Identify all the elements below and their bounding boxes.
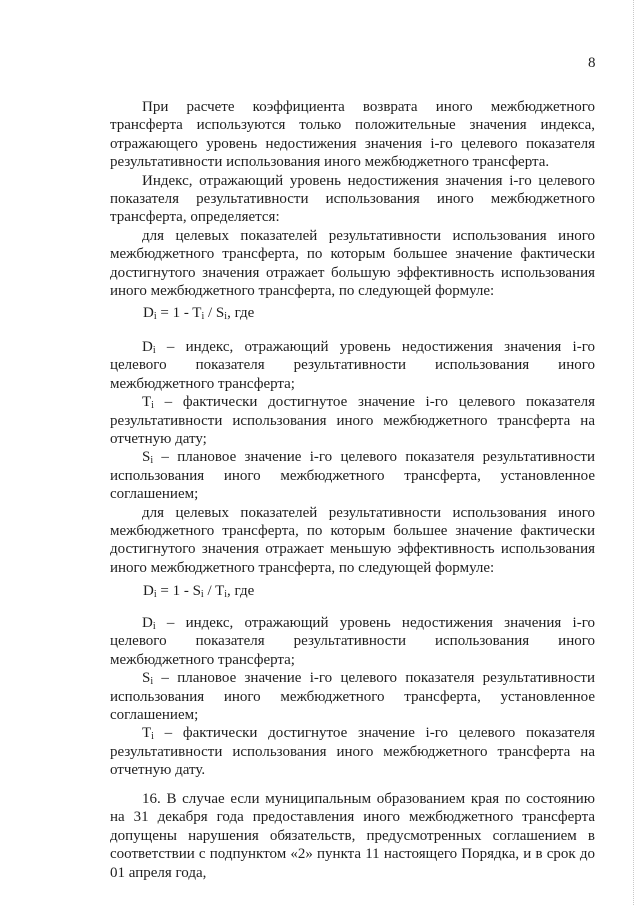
- definition-s-1: $S_i$ – плановое значение i-го целевого показателя результативности использования иного межбюджетного трансферта, установленное соглашением;: [110, 449, 596, 503]
- definitions-section-1: [110, 338, 595, 577]
- formula-2-tail: , где: [227, 583, 255, 599]
- formula-2-lhs: D: [143, 583, 154, 599]
- paragraph-clause-16: 16. В случае если муниципальным образованием края по состоянию на 31 декабря года предоставления иного межбюджетного трансферта допущены нарушения обязательств, предусмотренных соглашением в соответствии с подпунктом «2» пункта 11 настоящего Порядка, и в срок до 01 апреля года,: [110, 791, 595, 881]
- intro-section: [110, 98, 595, 300]
- definition-d-2: $D_i$ – индекс, отражающий уровень недостижения значения i-го целевого показателя результативности использования иного межбюджетного трансферта;: [110, 615, 595, 668]
- page-number: 8: [588, 55, 596, 71]
- definitions-section-2: [110, 614, 595, 780]
- formula-2-div: / T: [203, 583, 225, 599]
- definition-s-2: $S_i$ – плановое значение i-го целевого показателя результативности использования иного межбюджетного трансферта, установленное соглашением;: [110, 670, 596, 724]
- paragraph-coefficient: При расчете коэффициента возврата иного межбюджетного трансферта используются только положительные значения индекса, отражающего уровень недостижения значения i-го целевого показателя результативности использования иного межбюджетного трансферта.: [110, 99, 595, 171]
- definition-t-2: $T_i$ – фактически достигнутое значение i-го целевого показателя результативности использования иного межбюджетного трансферта на отчетную дату.: [110, 725, 596, 779]
- formula-1: $D_i = 1 - T_i / S_i$, где: [143, 305, 255, 322]
- definition-d-1: $D_i$ – индекс, отражающий уровень недостижения значения i-го целевого показателя результативности использования иного межбюджетного трансферта;: [110, 339, 595, 392]
- formula-1-tail: , где: [227, 305, 255, 321]
- formula-1-div: / S: [204, 305, 225, 321]
- formula-1-eq: = 1 - T: [156, 305, 202, 321]
- formula-2: $D_i = 1 - S_i / T_i$, где: [143, 583, 255, 600]
- formula-1-lhs: D: [143, 305, 154, 321]
- clause-16-section: [110, 790, 595, 882]
- formula-2-eq: = 1 - S: [156, 583, 201, 599]
- paragraph-formula-condition-2: для целевых показателей результативности использования иного межбюджетного трансферта, по которым большее значение фактически достигнутого значения отражает меньшую эффективность использования иного межбюджетного трансферта, по следующей формуле:: [110, 504, 595, 576]
- scan-edge-line: [633, 0, 634, 905]
- definition-t-1: $T_i$ – фактически достигнутое значение i-го целевого показателя результативности использования иного межбюджетного трансферта на отчетную дату;: [110, 394, 596, 448]
- paragraph-formula-condition-1: для целевых показателей результативности использования иного межбюджетного трансферта, по которым большее значение фактически достигнутого значения отражает большую эффективность использования иного межбюджетного трансферта, по следующей формуле:: [110, 227, 595, 300]
- paragraph-index-definition: Индекс, отражающий уровень недостижения значения i-го целевого показателя результативности использования иного межбюджетного трансферта, определяется:: [110, 172, 595, 226]
